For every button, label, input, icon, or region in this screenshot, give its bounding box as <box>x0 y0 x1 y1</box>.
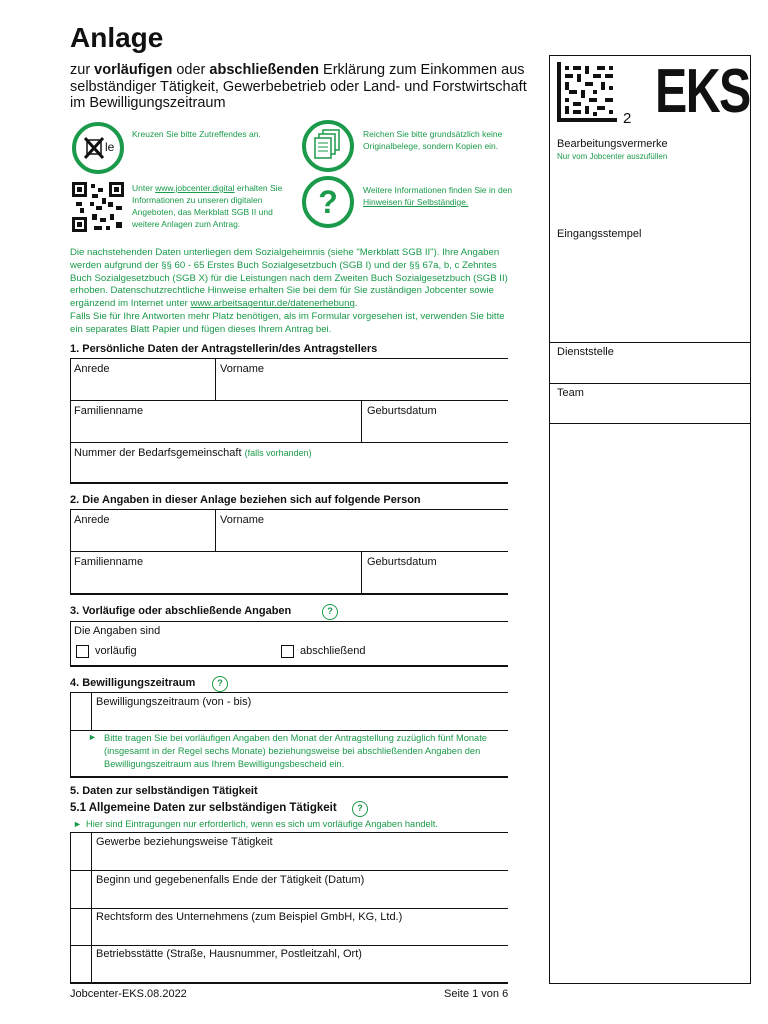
s5-beginn-field[interactable] <box>92 887 506 907</box>
s4-bewilligungszeitraum-field[interactable] <box>92 709 506 729</box>
section-1-heading: 1. Persönliche Daten der Antragstellerin/des Antragstellers <box>70 343 378 355</box>
vorlaeufig-label: vorläufig <box>95 645 137 657</box>
s4-field-label: Bewilligungszeitraum (von - bis) <box>96 696 252 708</box>
section-5-heading: 5. Daten zur selbständigen Tätigkeit <box>70 785 258 797</box>
s1-bg-field[interactable] <box>71 460 507 482</box>
hint-copies: Reichen Sie bitte grundsätzlich keine Originalbelege, sondern Kopien ein. <box>363 129 503 151</box>
form-code-number: 2 <box>623 110 632 127</box>
section-4-help-icon[interactable]: ? <box>212 676 228 692</box>
office-use-box <box>549 55 751 984</box>
team-label: Team <box>557 387 584 399</box>
question-icon: ? <box>302 176 354 228</box>
s1-anrede-field[interactable] <box>71 376 214 399</box>
s5-f4-label: Betriebsstätte (Straße, Hausnummer, Postleitzahl, Ort) <box>96 948 362 960</box>
s4-arrow-icon: ► <box>88 732 97 742</box>
section-5-1-help-icon[interactable]: ? <box>352 801 368 817</box>
section-5-1-heading: 5.1 Allgemeine Daten zur selbständigen Tätigkeit <box>70 802 337 814</box>
s2-vorname-field[interactable] <box>216 527 506 550</box>
dienststelle-label: Dienststelle <box>557 346 614 358</box>
s2-familienname-label: Familienname <box>74 556 144 568</box>
subtitle: zur vorläufigen oder abschließenden Erklärung zum Einkommen aus selbständiger Tätigkeit, Gewerbebetrieb oder Land- und Forstwirtschaft im Bewilligungszeitraum <box>70 62 527 111</box>
vermerke-note: Nur vom Jobcenter auszufüllen <box>557 152 668 161</box>
footer-form-id: Jobcenter-EKS.08.2022 <box>70 988 187 1000</box>
s2-anrede-field[interactable] <box>71 527 214 550</box>
s1-anrede-label: Anrede <box>74 363 110 375</box>
s1-vorname-label: Vorname <box>220 363 265 375</box>
footer-page-number: Seite 1 von 6 <box>444 988 509 1000</box>
datenerhebung-link[interactable]: www.arbeitsagentur.de/datenerhebung <box>190 298 355 310</box>
section-3-help-icon[interactable]: ? <box>322 604 338 620</box>
hint-more: Weitere Informationen finden Sie in den Hinweisen für Selbständige. <box>363 185 513 207</box>
eingangsstempel-label: Eingangsstempel <box>557 228 642 240</box>
s5-f3-label: Rechtsform des Unternehmens (zum Beispiel GmbH, KG, Ltd.) <box>96 911 403 923</box>
s3-prompt: Die Angaben sind <box>74 625 161 637</box>
s5-arrow-icon: ► <box>73 819 82 829</box>
s2-geburtsdatum-label: Geburtsdatum <box>367 556 437 568</box>
s5-note: Hier sind Eintragungen nur erforderlich, wenn es sich um vorläufige Angaben handelt. <box>86 819 438 829</box>
s1-familienname-field[interactable] <box>71 418 359 441</box>
s2-geburtsdatum-field[interactable] <box>362 569 506 592</box>
s1-familienname-label: Familienname <box>74 405 144 417</box>
form-qr-code-icon <box>557 62 617 122</box>
s1-geburtsdatum-label: Geburtsdatum <box>367 405 437 417</box>
s1-geburtsdatum-field[interactable] <box>362 418 506 441</box>
section-3-heading: 3. Vorläufige oder abschließende Angaben <box>70 605 292 617</box>
hinweise-link[interactable]: Hinweisen für Selbständige. <box>363 197 469 207</box>
qr-code-icon <box>72 182 124 232</box>
form-code: EKS <box>655 57 750 126</box>
section-2-heading: 2. Die Angaben in dieser Anlage beziehen sich auf folgende Person <box>70 494 421 506</box>
s5-betriebsstaette-field[interactable] <box>92 961 506 981</box>
page-title: Anlage <box>70 22 164 53</box>
hint-digital: Unter www.jobcenter.digital erhalten Sie Informationen zu unseren digitalen Angeboten, das Merkblatt SGB II und weitere Anlagen zum Antrag. <box>132 183 283 229</box>
abschliessend-checkbox[interactable] <box>281 645 294 658</box>
vermerke-label: Bearbeitungsvermerke <box>557 138 668 150</box>
documents-icon <box>302 120 354 172</box>
s4-note: Bitte tragen Sie bei vorläufigen Angaben den Monat der Antragstellung zuzüglich fünf Monate (insgesamt in der Regel sechs Monate) beziehungsweise bei abschließenden Angaben den Bewilligungszeitraum aus Ihrem Bewilligungsbescheid ein. <box>104 733 487 769</box>
hint-cross: Kreuzen Sie bitte Zutreffendes an. <box>132 129 261 139</box>
s1-vorname-field[interactable] <box>216 376 506 399</box>
s5-f2-label: Beginn und gegebenenfalls Ende der Tätigkeit (Datum) <box>96 874 365 886</box>
cross-checkbox-icon <box>72 122 124 174</box>
s2-familienname-field[interactable] <box>71 569 359 592</box>
section-4-heading: 4. Bewilligungszeitraum <box>70 677 196 689</box>
s5-rechtsform-field[interactable] <box>92 924 506 944</box>
s2-vorname-label: Vorname <box>220 514 265 526</box>
privacy-info: Die nachstehenden Daten unterliegen dem Sozialgeheimnis (siehe "Merkblatt SGB II"). Ihre Angaben werden aufgrund der §§ 60 - 65 Erstes Buch Sozialgesetzbuch (SGB I) und der §§ 67a, b, c Zehntes Buch Sozialgesetzbuch (SGB X) für die Leistungen nach dem Zweiten Buch Sozialgesetzbuch (SGB II) erhoben. Datenschutzrechtliche Hinweise erhalten Sie bei dem für Sie zuständigen Jobcenter sowie ergänzend im Internet unter www.arbeitsagentur.de/datenerhebung. Falls Sie für Ihre Antworten mehr Platz benötigen, als im Formular vorgesehen ist, verwenden Sie bitte ein separates Blatt Papier und fügen dieses Ihrem Antrag bei. <box>70 247 508 335</box>
s2-anrede-label: Anrede <box>74 514 110 526</box>
s5-f1-label: Gewerbe beziehungsweise Tätigkeit <box>96 836 273 848</box>
s1-bg-label: Nummer der Bedarfsgemeinschaft (falls vorhanden) <box>74 447 312 459</box>
cross-icon-text: le <box>105 140 115 154</box>
s5-gewerbe-field[interactable] <box>92 849 506 869</box>
jobcenter-digital-link[interactable]: www.jobcenter.digital <box>155 183 235 193</box>
vorlaeufig-checkbox[interactable] <box>76 645 89 658</box>
abschliessend-label: abschließend <box>300 645 366 657</box>
